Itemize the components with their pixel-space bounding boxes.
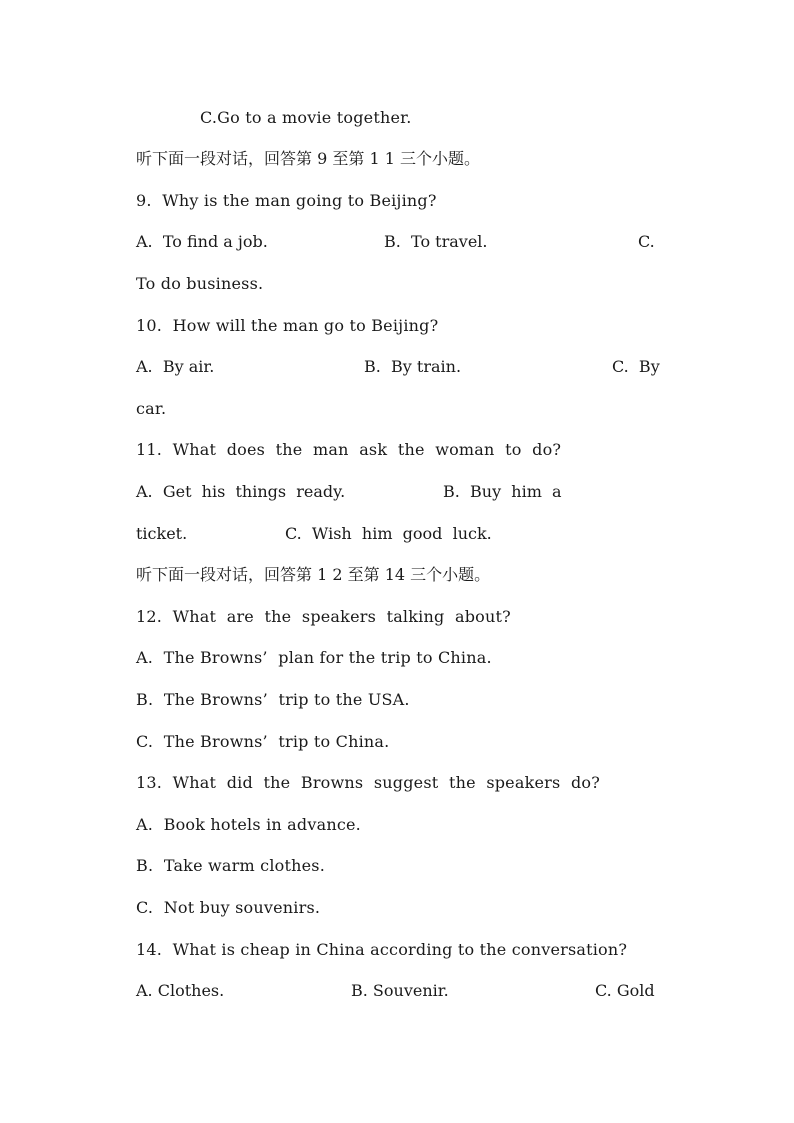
q11-option-b-continued: ticket.	[136, 524, 188, 543]
q9-option-c-text: To do business.	[136, 274, 264, 293]
q10-option-c-continued: car.	[136, 399, 167, 418]
option-c-movie: C.Go to a movie together.	[200, 108, 412, 127]
q14-option-b: B. Souvenir.	[351, 981, 449, 1000]
question-12: 12. What are the speakers talking about?	[136, 607, 511, 626]
q14-option-a: A. Clothes.	[136, 981, 225, 1000]
question-9: 9. Why is the man going to Beijing?	[136, 191, 437, 210]
q13-option-c: C. Not buy souvenirs.	[136, 898, 321, 917]
q11-option-c: C. Wish him good luck.	[285, 524, 492, 543]
q11-option-a: A. Get his things ready.	[136, 482, 346, 501]
q14-option-c: C. Gold	[595, 981, 655, 1000]
q9-option-a: A. To find a job.	[136, 232, 268, 251]
q11-option-b: B. Buy him a	[443, 482, 562, 501]
q9-option-c-label: C.	[638, 232, 655, 251]
question-11: 11. What does the man ask the woman to do?	[136, 440, 562, 459]
section-instruction-12-14: 听下面一段对话，回答第 1 2 至第 14 三个小题。	[136, 565, 491, 584]
q9-option-b: B. To travel.	[384, 232, 488, 251]
section-instruction-9-11: 听下面一段对话，回答第 9 至第 1 1 三个小题。	[136, 149, 480, 168]
q13-option-b: B. Take warm clothes.	[136, 856, 325, 875]
q12-option-a: A. The Browns’ plan for the trip to China.	[136, 648, 492, 667]
q10-option-a: A. By air.	[136, 357, 215, 376]
q13-option-a: A. Book hotels in advance.	[136, 815, 361, 834]
q12-option-b: B. The Browns’ trip to the USA.	[136, 690, 410, 709]
question-10: 10. How will the man go to Beijing?	[136, 316, 439, 335]
q12-option-c: C. The Browns’ trip to China.	[136, 732, 390, 751]
q10-option-c: C. By	[612, 357, 660, 376]
q10-option-b: B. By train.	[364, 357, 462, 376]
question-14: 14. What is cheap in China according to the conversation?	[136, 940, 628, 959]
question-13: 13. What did the Browns suggest the speakers do?	[136, 773, 601, 792]
